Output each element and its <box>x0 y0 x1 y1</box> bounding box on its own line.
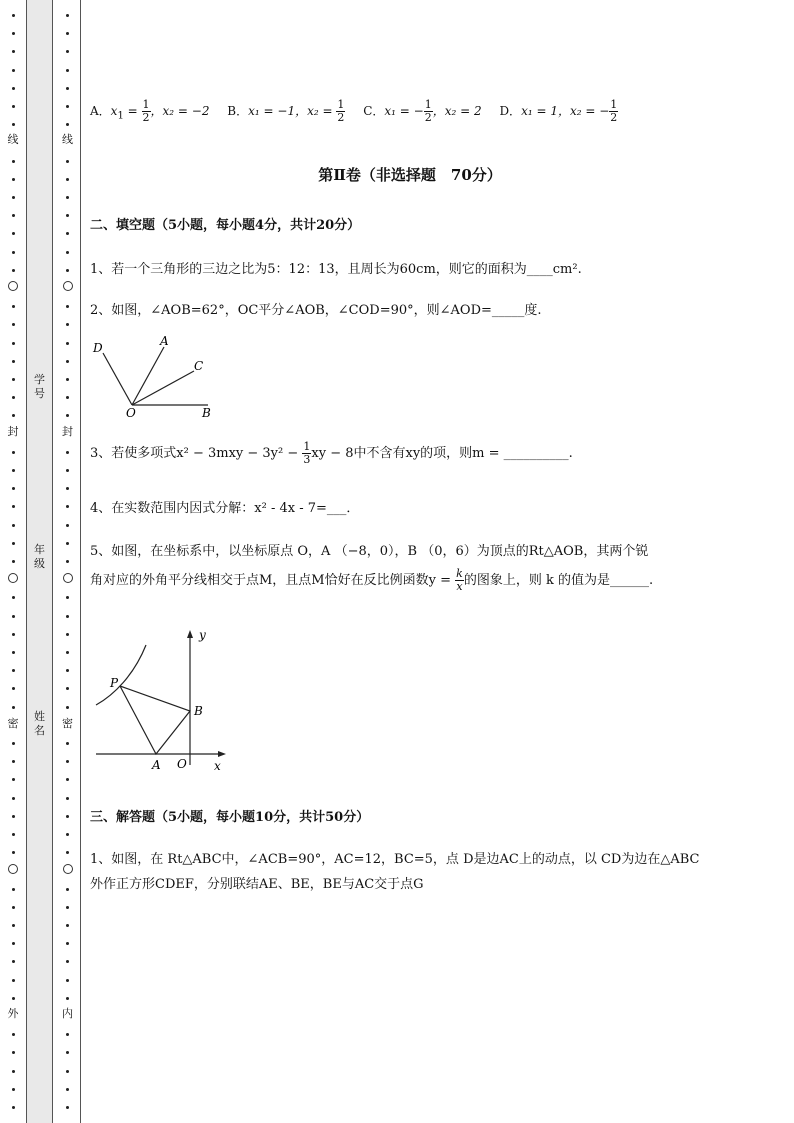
margin-dot <box>66 50 69 53</box>
margin-dot <box>12 615 15 618</box>
margin-dot <box>12 396 15 399</box>
margin-dot <box>12 797 15 800</box>
section-fill-blank-heading: 二、填空题（5小题，每小题4分，共计20分） <box>90 218 361 233</box>
margin-circle <box>8 864 18 874</box>
margin-char: 内 <box>62 1007 73 1020</box>
margin-dot <box>66 1088 69 1091</box>
margin-dot <box>12 888 15 891</box>
margin-dot <box>12 487 15 490</box>
margin-dot <box>66 269 69 272</box>
margin-dot <box>12 760 15 763</box>
margin-char: 线 <box>62 133 73 146</box>
margin-dot <box>12 906 15 909</box>
hyperbola-curve <box>96 645 146 705</box>
label-y: y <box>199 628 206 642</box>
margin-dot <box>12 305 15 308</box>
margin-dot <box>66 451 69 454</box>
margin-dot <box>66 669 69 672</box>
margin-char: 线 <box>7 133 19 146</box>
margin-dot <box>66 14 69 17</box>
margin-circle <box>63 281 73 291</box>
fraction: $\frac{1}{3}$ <box>303 440 311 466</box>
margin-dot <box>66 997 69 1000</box>
question-3-1-line1: 1、如图，在 Rt△ABC中，∠ACB=90°，AC=12，BC=5，点 D是边AC上的动点，以 CD为边在△ABC <box>90 852 700 867</box>
margin-dot <box>12 997 15 1000</box>
margin-dot <box>12 251 15 254</box>
question-2-5-line1: 5、如图，在坐标系中，以坐标原点 O，A （−8，0），B （0，6）为顶点的Rt△AOB，其两个锐 <box>90 544 649 559</box>
margin-dot <box>12 123 15 126</box>
label-student-number: 学 号 <box>34 373 45 400</box>
margin-dot <box>66 760 69 763</box>
label-a: A <box>152 758 161 772</box>
coordinate-figure <box>94 625 234 775</box>
margin-dot <box>66 487 69 490</box>
question-2-5-line2: 角对应的外角平分线相交于点M，且点M恰好在反比例函数y = $\frac{k}{x}$ 的图象上，则 k 的值为是______. <box>90 567 654 593</box>
margin-dot <box>12 32 15 35</box>
margin-dot <box>66 596 69 599</box>
margin-dot <box>66 214 69 217</box>
fraction: $\frac{k}{x}$ <box>456 567 463 593</box>
x-axis-arrow <box>218 751 226 757</box>
fraction: $\frac{1}{2}$ <box>142 98 150 124</box>
label-o: O <box>126 406 136 420</box>
margin-dot <box>12 596 15 599</box>
margin-dot <box>12 505 15 508</box>
margin-circle <box>8 573 18 583</box>
label-name: 姓 名 <box>34 710 45 737</box>
margin-dot <box>66 232 69 235</box>
fraction: $\frac{1}{2}$ <box>337 98 345 124</box>
margin-dot <box>66 378 69 381</box>
margin-dot <box>66 414 69 417</box>
margin-circle <box>63 573 73 583</box>
margin-dot <box>66 305 69 308</box>
margin-dot <box>66 323 69 326</box>
margin-dot <box>66 888 69 891</box>
margin-dot <box>66 706 69 709</box>
option-b: B．x₁ = −1，x₂ = $\frac{1}{2}$ <box>227 98 345 124</box>
binding-margin-outer <box>0 0 26 1123</box>
margin-dot <box>12 1033 15 1036</box>
margin-dot <box>66 851 69 854</box>
ray-od <box>103 353 132 405</box>
margin-dot <box>12 214 15 217</box>
margin-dot <box>12 50 15 53</box>
label-o: O <box>177 757 187 771</box>
margin-dot <box>66 87 69 90</box>
margin-dot <box>66 1070 69 1073</box>
margin-dot <box>66 105 69 108</box>
margin-dot <box>12 232 15 235</box>
margin-dot <box>66 906 69 909</box>
margin-circle <box>8 281 18 291</box>
fraction: $\frac{1}{2}$ <box>424 98 432 124</box>
label-c: C <box>194 359 204 373</box>
label-b: B <box>202 406 211 420</box>
part-two-title: 第Ⅱ卷（非选择题 70分） <box>318 166 502 184</box>
margin-dot <box>12 178 15 181</box>
fraction: $\frac{1}{2}$ <box>610 98 618 124</box>
label-a: A <box>160 334 169 348</box>
margin-char: 封 <box>7 425 19 438</box>
margin-circle <box>63 864 73 874</box>
margin-dot <box>66 633 69 636</box>
margin-dot <box>66 505 69 508</box>
margin-dot <box>12 323 15 326</box>
label-b: B <box>194 704 203 718</box>
margin-dot <box>12 742 15 745</box>
margin-dot <box>66 123 69 126</box>
option-d: D．x₁ = 1，x₂ = − $\frac{1}{2}$ <box>499 98 618 124</box>
margin-dot <box>66 560 69 563</box>
margin-dot <box>12 451 15 454</box>
margin-dot <box>12 706 15 709</box>
margin-dot <box>66 960 69 963</box>
margin-dot <box>66 1106 69 1109</box>
margin-dot <box>12 960 15 963</box>
margin-dot <box>66 342 69 345</box>
margin-dot <box>12 778 15 781</box>
margin-dot <box>12 360 15 363</box>
question-2-1: 1、若一个三角形的三边之比为5：12：13，且周长为60cm，则它的面积为____cm². <box>90 262 582 277</box>
margin-dot <box>12 469 15 472</box>
margin-dot <box>12 1106 15 1109</box>
question-2-3: 3、若使多项式x² − 3mxy − 3y² − $\frac{1}{3}$ xy − 8中不含有xy的项，则m = __________. <box>90 440 573 466</box>
option-c: C．x₁ = − $\frac{1}{2}$ ，x₂ = 2 <box>363 98 482 124</box>
margin-dot <box>66 469 69 472</box>
question-2-4: 4、在实数范围内因式分解：x² - 4x - 7=___． <box>90 501 360 516</box>
margin-dot <box>12 14 15 17</box>
inner-dotted-line <box>55 0 80 1123</box>
margin-char: 密 <box>7 717 19 730</box>
margin-dot <box>12 524 15 527</box>
margin-dot <box>12 687 15 690</box>
binding-margin-info <box>26 0 53 1123</box>
label-d: D <box>93 341 103 355</box>
margin-dot <box>66 360 69 363</box>
margin-dot <box>12 87 15 90</box>
margin-dot <box>66 196 69 199</box>
margin-char: 密 <box>62 717 73 730</box>
margin-dot <box>12 105 15 108</box>
margin-dot <box>66 651 69 654</box>
margin-dot <box>12 651 15 654</box>
margin-dot <box>12 669 15 672</box>
margin-dot <box>66 615 69 618</box>
margin-dot <box>66 1051 69 1054</box>
margin-dot <box>66 524 69 527</box>
exam-content <box>90 0 770 1123</box>
margin-dot <box>12 979 15 982</box>
margin-dot <box>12 196 15 199</box>
margin-dot <box>66 160 69 163</box>
margin-dot <box>12 542 15 545</box>
margin-dot <box>12 924 15 927</box>
margin-dot <box>66 742 69 745</box>
margin-dot <box>12 414 15 417</box>
margin-char: 封 <box>62 425 73 438</box>
question-3-1-line2: 外作正方形CDEF，分别联结AE、BE，BE与AC交于点G <box>90 877 424 892</box>
margin-dot <box>66 1033 69 1036</box>
question-2-2: 2、如图，∠AOB=62°，OC平分∠AOB，∠COD=90°，则∠AOD=_____度. <box>90 303 542 318</box>
margin-dot <box>12 851 15 854</box>
margin-dot <box>12 342 15 345</box>
margin-dot <box>12 269 15 272</box>
answer-options <box>90 99 632 124</box>
margin-dot <box>12 1051 15 1054</box>
margin-dot <box>12 833 15 836</box>
section-solve-heading: 三、解答题（5小题，每小题10分，共计50分） <box>90 810 370 825</box>
margin-dot <box>66 396 69 399</box>
margin-dot <box>66 251 69 254</box>
margin-dot <box>12 815 15 818</box>
margin-dot <box>66 542 69 545</box>
margin-dot <box>66 979 69 982</box>
label-x: x <box>214 759 221 773</box>
margin-dot <box>66 32 69 35</box>
margin-dot <box>66 833 69 836</box>
outer-dotted-line <box>0 0 26 1123</box>
angle-figure <box>90 333 220 423</box>
margin-dot <box>66 815 69 818</box>
margin-dot <box>66 178 69 181</box>
margin-dot <box>66 778 69 781</box>
binding-margin-inner <box>55 0 81 1123</box>
y-axis-arrow <box>187 630 193 638</box>
margin-dot <box>12 1070 15 1073</box>
option-a: A．$x_1$ = $\frac{1}{2}$ ，x₂ = −2 <box>90 98 210 124</box>
label-p: P <box>110 676 119 690</box>
margin-dot <box>12 560 15 563</box>
margin-dot <box>12 69 15 72</box>
margin-dot <box>12 160 15 163</box>
triangle-pab <box>120 686 190 754</box>
margin-dot <box>12 942 15 945</box>
margin-dot <box>12 378 15 381</box>
margin-dot <box>12 1088 15 1091</box>
margin-dot <box>66 687 69 690</box>
margin-dot <box>12 633 15 636</box>
margin-dot <box>66 942 69 945</box>
margin-dot <box>66 797 69 800</box>
label-grade: 年 级 <box>34 543 45 570</box>
margin-dot <box>66 924 69 927</box>
margin-dot <box>66 69 69 72</box>
margin-char: 外 <box>7 1007 19 1020</box>
